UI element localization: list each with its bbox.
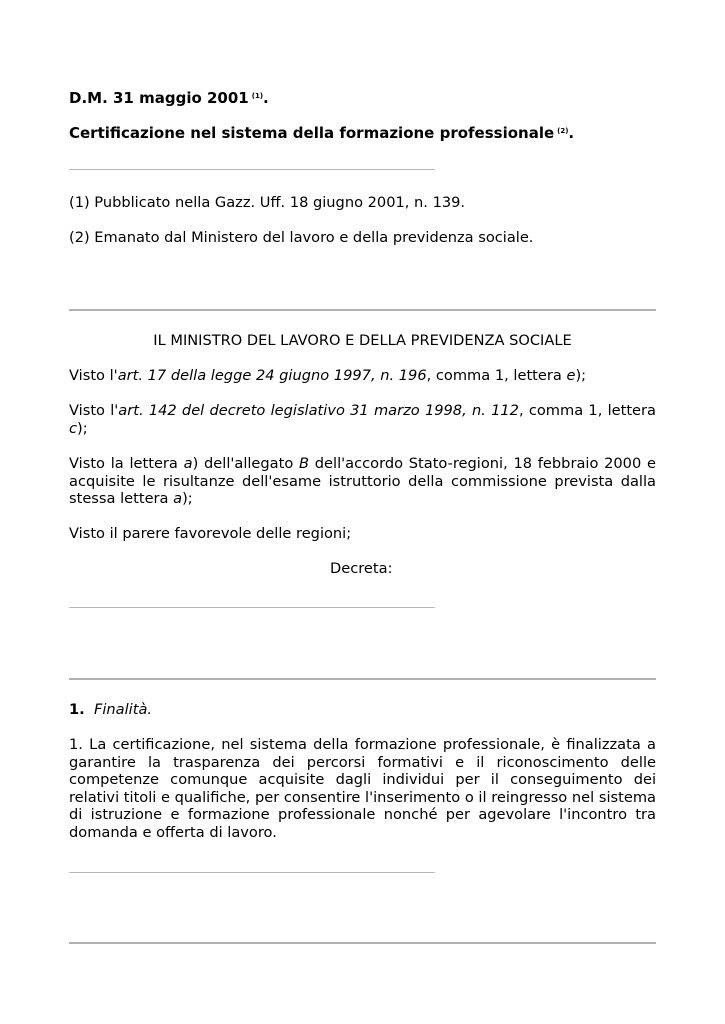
article-paragraph: 1. La certificazione, nel sistema della formazione professionale, è finalizzata a garantire la trasparenza dei percorsi formativi e il riconoscimento delle competenze comunque acquisite dagli individui per il conseguimento dei relativi titoli e qualifiche, per consentire l'inserimento o il reingresso nel sistema di istruzione e formazione professionale nonché per agevolare l'incontro tra domanda e offerta di lavoro.	[69, 736, 656, 841]
subject-title: Certificazione nel sistema della formazione professionale $^{(2)}$.	[69, 124, 575, 142]
decreta-label: Decreta:	[330, 560, 393, 577]
issuing-authority: IL MINISTRO DEL LAVORO E DELLA PREVIDENZA SOCIALE	[153, 332, 572, 349]
visto-clause-1: Visto l'art. 17 della legge 24 giugno 1997, n. 196, comma 1, lettera e);	[69, 367, 587, 384]
footnote-separator	[69, 169, 435, 170]
law-reference-link[interactable]: art. 17 della legge 24 giugno 1997, n. 196	[117, 367, 427, 384]
footnote-ref-2[interactable]: (2)	[557, 127, 569, 135]
section-divider	[69, 942, 656, 944]
footnote-2: (2) Emanato dal Ministero del lavoro e della previdenza sociale.	[69, 229, 534, 246]
visto-clause-3: Visto la lettera a) dell'allegato B dell'accordo Stato-regioni, 18 febbraio 2000 e acquisite le risultanze dell'esame istruttorio della commissione prevista dalla stessa lettera a);	[69, 455, 656, 507]
visto-clause-2: Visto l'art. 142 del decreto legislativo 31 marzo 1998, n. 112, comma 1, lettera c);	[69, 402, 656, 437]
article-end-rule	[69, 872, 435, 873]
decree-title: D.M. 31 maggio 2001 $^{(1)}$.	[69, 89, 269, 107]
section-divider	[69, 309, 656, 311]
article-heading	[69, 701, 152, 719]
footnote-1: (1) Pubblicato nella Gazz. Uff. 18 giugno 2001, n. 139.	[69, 194, 466, 211]
visto-clause-4: Visto il parere favorevole delle regioni;	[69, 525, 352, 542]
article-number: 1.	[69, 701, 85, 718]
article-title: Finalità.	[93, 701, 153, 718]
decree-reference-link[interactable]: art. 142 del decreto legislativo 31 marzo 1998, n. 112	[118, 402, 519, 419]
preamble-end-rule	[69, 607, 435, 608]
footnote-ref-1[interactable]: (1)	[251, 92, 264, 100]
section-divider	[69, 678, 656, 680]
